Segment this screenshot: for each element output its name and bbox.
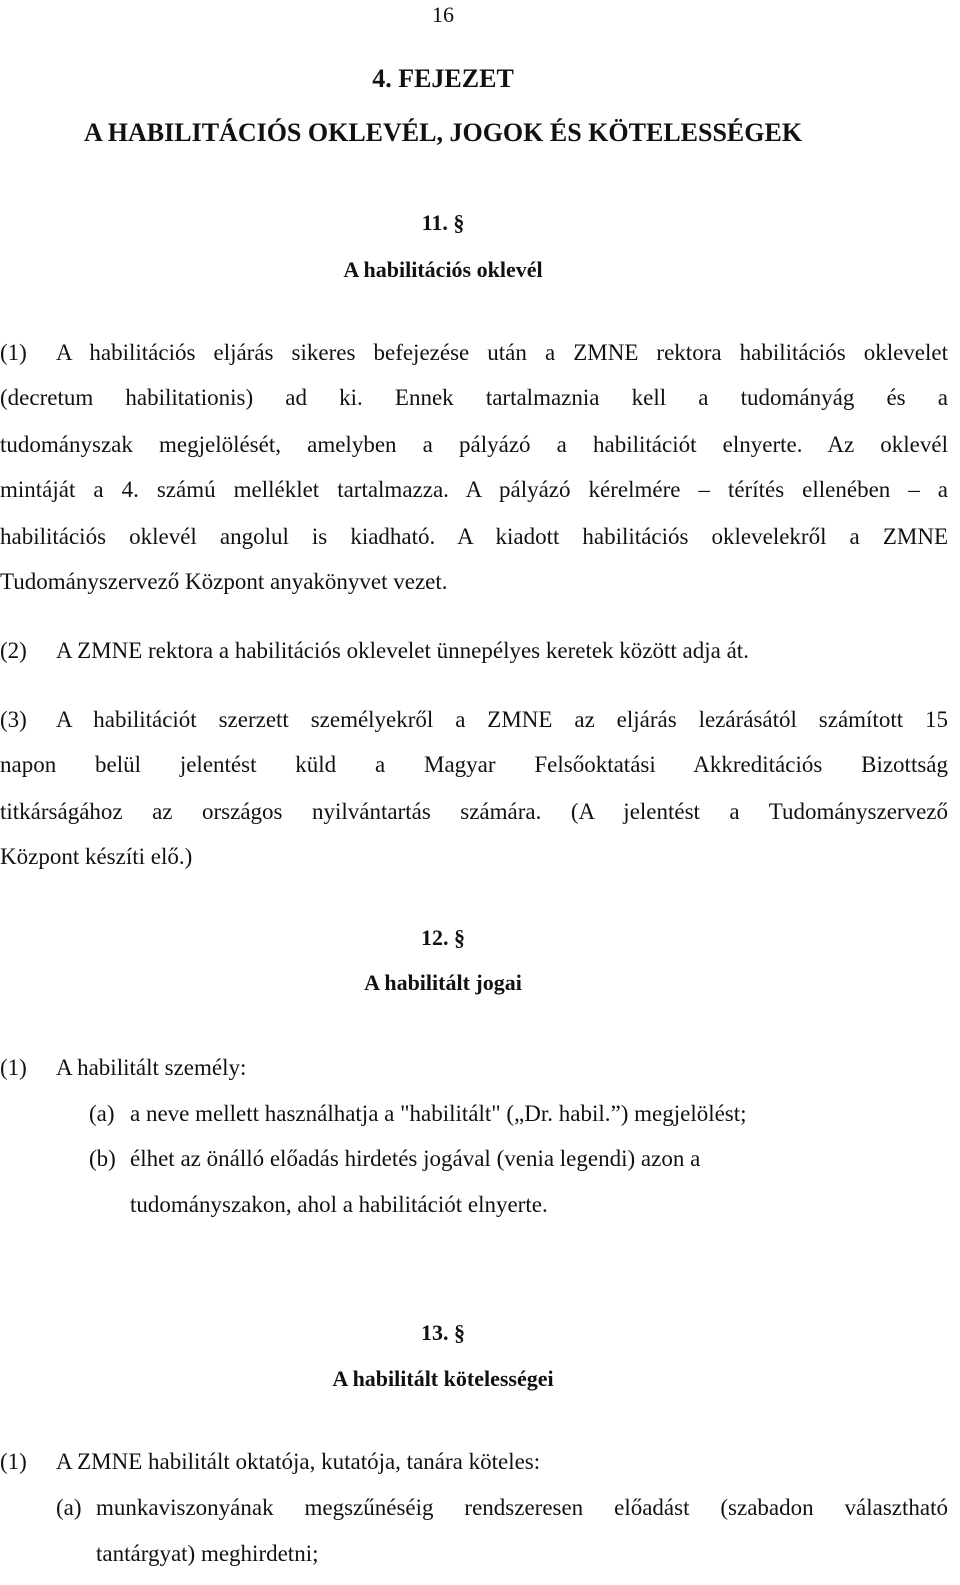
s13-item-a-line2: tantárgyat) meghirdetni; [96,1541,319,1566]
s11-p1-line2: (decretum habilitationis) ad ki. Ennek tartalmaznia kell a tudományág és a [0,385,948,410]
s11-p1-line4: mintáját a 4. számú melléklet tartalmazza. A pályázó kérelmére – térítés ellenében – a [0,477,948,502]
s12-item-a-text: a neve mellett használhatja a "habilitált" („Dr. habil.”) megjelölést; [130,1101,747,1126]
s11-p1-line1: A habilitációs eljárás sikeres befejezése után a ZMNE rektora habilitációs oklevelet [56,340,948,365]
section-11-title: A habilitációs oklevél [343,257,543,282]
section-12-title: A habilitált jogai [364,970,522,995]
s12-item-a-label: (a) [89,1101,115,1126]
section-11-number: 11. § [421,210,465,235]
chapter-title: A HABILITÁCIÓS OKLEVÉL, JOGOK ÉS KÖTELESSÉGEK [83,118,803,147]
section-12-number: 12. § [421,925,465,950]
s11-p3-line2: napon belül jelentést küld a Magyar Felsőoktatási Akkreditációs Bizottság [0,752,948,777]
s11-p2-label: (2) [0,638,27,663]
s13-item-a-line1: munkaviszonyának megszűnéséig rendszeresen előadást (szabadon választható [96,1495,948,1520]
s11-p1-line6: Tudományszervező Központ anyakönyvet vezet. [0,569,448,594]
s13-p1-label: (1) [0,1449,27,1474]
s11-p3-line4: Központ készíti elő.) [0,844,193,869]
s12-item-b-label: (b) [89,1146,116,1171]
s12-item-b-line2: tudományszakon, ahol a habilitációt elnyerte. [130,1192,548,1217]
s11-p1-label: (1) [0,340,27,365]
s11-p1-line3: tudományszak megjelölését, amelyben a pályázó a habilitációt elnyerte. Az oklevél [0,432,948,457]
s11-p1-line5: habilitációs oklevél angolul is kiadható. A kiadott habilitációs oklevelekről a ZMNE [0,524,948,549]
s12-p1-text: A habilitált személy: [56,1055,247,1080]
s11-p3-line3: titkárságához az országos nyilvántartás számára. (A jelentést a Tudományszervező [0,799,948,824]
s11-p3-label: (3) [0,707,27,732]
s11-p3-line1: A habilitációt szerzett személyekről a ZMNE az eljárás lezárásától számított 15 [56,707,948,732]
s13-item-a-label: (a) [56,1495,82,1520]
page-number: 16 [432,2,454,27]
chapter-number: 4. FEJEZET [372,64,514,93]
s12-item-b-line1: élhet az önálló előadás hirdetés jogával (venia legendi) azon a [130,1146,701,1171]
section-13-number: 13. § [421,1320,465,1345]
s13-p1-text: A ZMNE habilitált oktatója, kutatója, tanára köteles: [56,1449,541,1474]
s12-p1-label: (1) [0,1055,27,1080]
s11-p2-text: A ZMNE rektora a habilitációs oklevelet ünnepélyes keretek között adja át. [56,638,749,663]
section-13-title: A habilitált kötelességei [332,1366,554,1391]
